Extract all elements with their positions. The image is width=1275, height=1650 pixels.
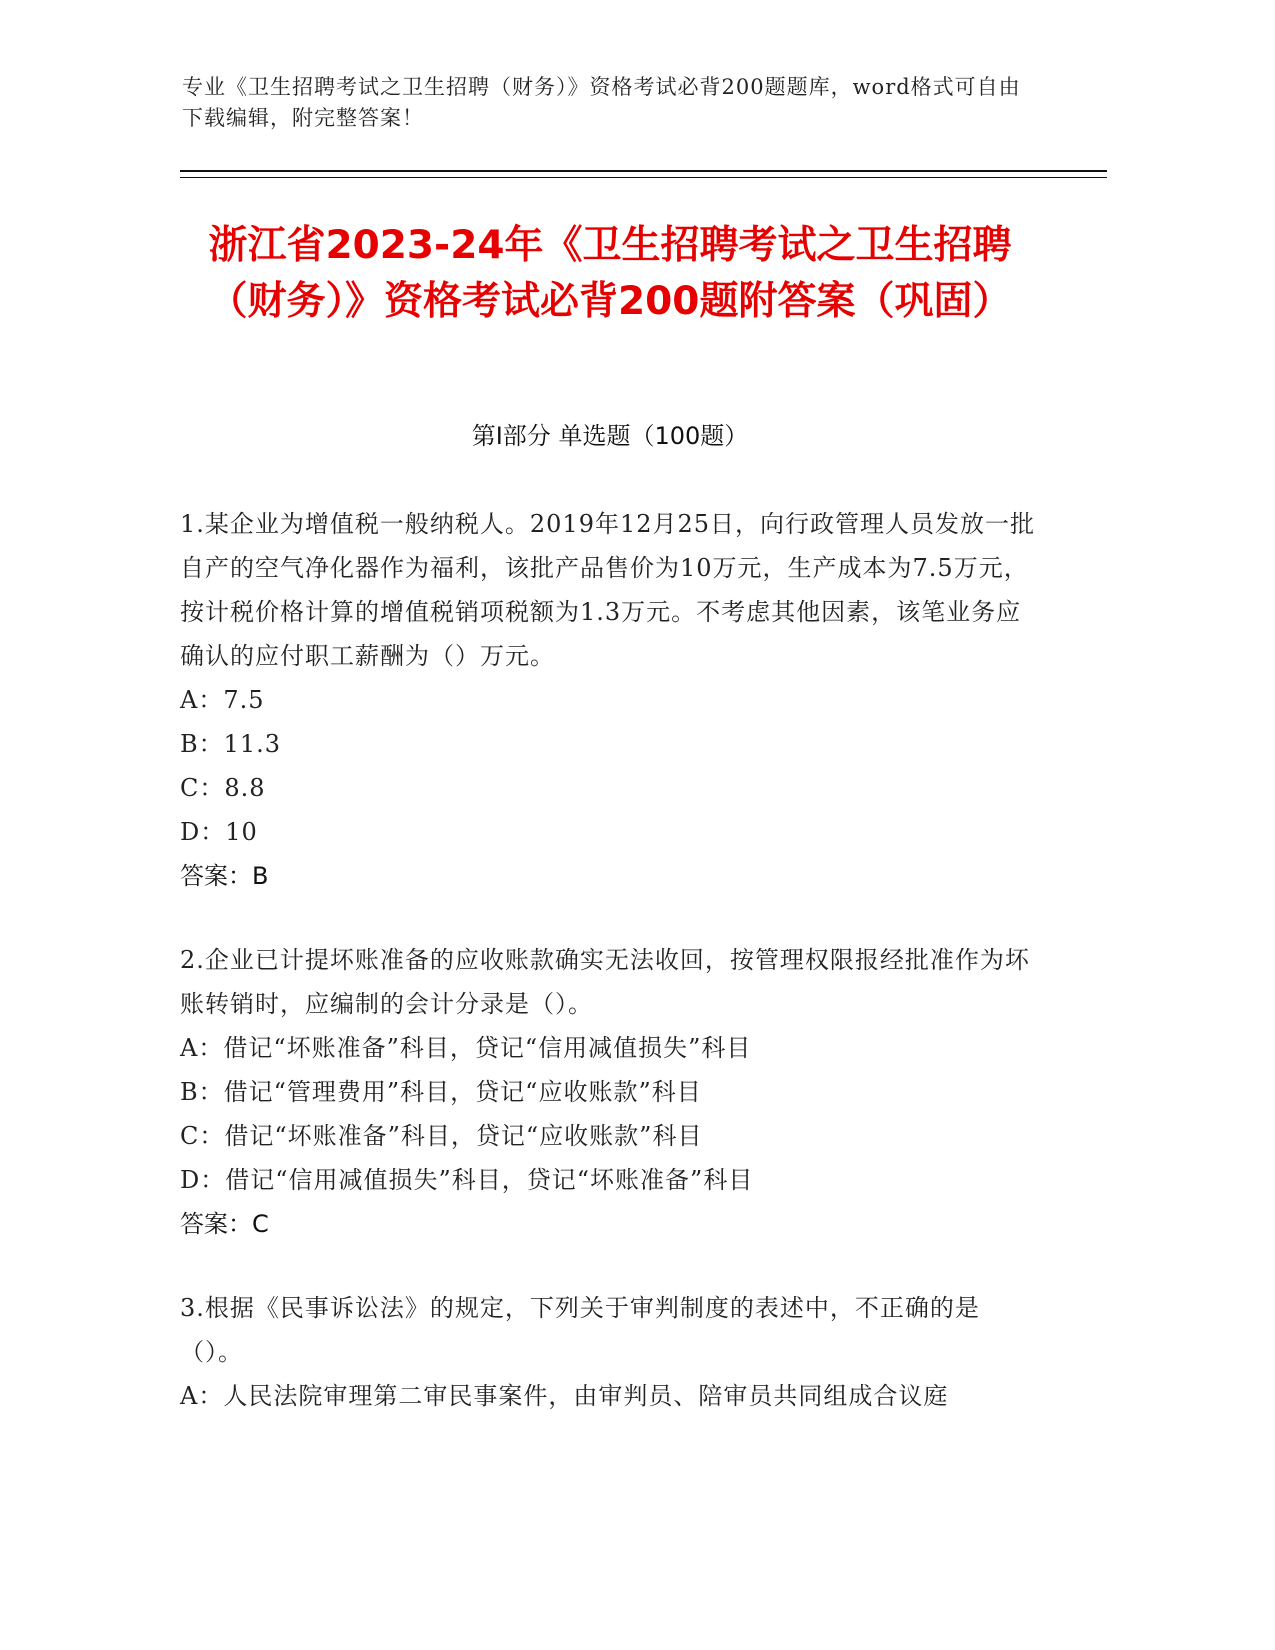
option-b: B：11.3: [180, 730, 282, 758]
header-divider-thick: [180, 170, 1107, 172]
option-a: A：7.5: [180, 686, 265, 714]
question-3: [180, 1286, 1040, 1418]
header-divider-thin: [180, 177, 1107, 178]
option-a: A：借记“坏账准备”科目，贷记“信用减值损失”科目: [180, 1034, 752, 1062]
question-2: [180, 938, 1040, 1246]
option-c: C：8.8: [180, 774, 266, 802]
option-d: D：借记“信用减值损失”科目，贷记“坏账准备”科目: [180, 1166, 754, 1194]
option-d: D：10: [180, 818, 258, 846]
header-note: 专业《卫生招聘考试之卫生招聘（财务）》资格考试必背200题题库，word格式可自由下载编辑，附完整答案！: [182, 75, 1021, 130]
question-stem: 1.某企业为增值税一般纳税人。2019年12月25日，向行政管理人员发放一批自产的空气净化器作为福利，该批产品售价为10万元，生产成本为7.5万元，按计税价格计算的增值税销项税额为1.3万元。不考虑其他因素，该笔业务应确认的应付职工薪酬为（）万元。: [180, 510, 1036, 670]
document-title: 浙江省2023-24年《卫生招聘考试之卫生招聘（财务）》资格考试必背200题附答案（巩固）: [208, 223, 1012, 324]
answer-label: 答案：C: [180, 1210, 269, 1238]
answer-label: 答案：B: [180, 862, 269, 890]
option-c: C：借记“坏账准备”科目，贷记“应收账款”科目: [180, 1122, 703, 1150]
option-b: B：借记“管理费用”科目，贷记“应收账款”科目: [180, 1078, 702, 1106]
option-a: A：人民法院审理第二审民事案件，由审判员、陪审员共同组成合议庭: [180, 1382, 949, 1410]
question-stem: 3.根据《民事诉讼法》的规定，下列关于审判制度的表述中，不正确的是（）。: [180, 1294, 980, 1366]
question-1: [180, 502, 1040, 898]
question-stem: 2.企业已计提坏账准备的应收账款确实无法收回，按管理权限报经批准作为坏账转销时，应编制的会计分录是（）。: [180, 946, 1030, 1018]
section-title: 第I部分 单选题（100题）: [471, 422, 749, 450]
